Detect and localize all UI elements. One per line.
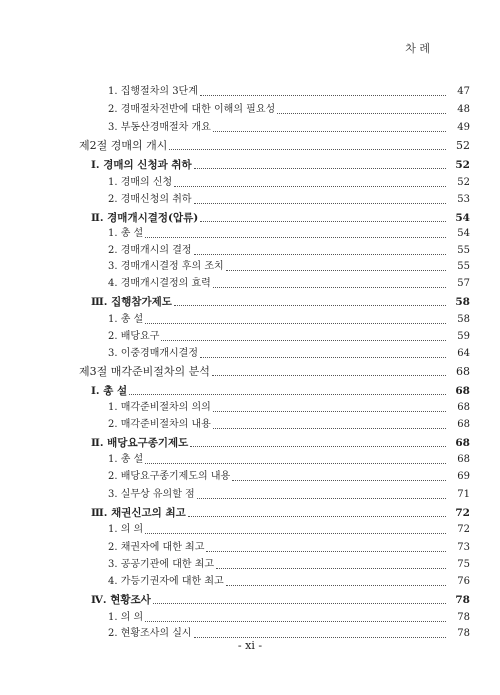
dot-leader (145, 620, 446, 622)
toc-section-entry (91, 592, 470, 608)
dot-leader (200, 94, 446, 96)
toc-chapter-entry (79, 138, 470, 154)
page-number: - xi - (237, 639, 263, 652)
dot-leader (145, 322, 446, 324)
toc-item-entry (108, 226, 470, 242)
dot-leader (129, 393, 446, 395)
toc-entry-label: 2. 매각준비절차의 내용 (108, 419, 211, 430)
toc-entry-page: 64 (457, 348, 470, 359)
toc-item-entry (108, 557, 470, 573)
toc-entry-label: 1. 의 의 (108, 524, 144, 535)
toc-entry-label: 1. 총 설 (108, 454, 144, 465)
dot-leader (190, 445, 446, 447)
toc-entry-label: 제3절 매각준비절차의 분석 (79, 365, 210, 378)
dot-leader (213, 286, 446, 288)
toc-entry-page: 54 (457, 228, 470, 239)
toc-entry-label: 제2절 경매의 개시 (79, 139, 168, 152)
toc-entry-label: 2. 현황조사의 실시 (108, 628, 192, 639)
toc-entry-label: 4. 경매개시결정의 효력 (108, 278, 211, 289)
toc-entry-page: 52 (456, 139, 470, 152)
toc-entry-label: 2. 채권자에 대한 최고 (108, 542, 205, 553)
toc-section-entry (91, 435, 470, 451)
toc-entry-label: 3. 공공기관에 대한 최고 (108, 559, 215, 570)
toc-item-entry (108, 610, 470, 626)
toc-entry-page: 58 (457, 314, 470, 325)
toc-entry-page: 55 (457, 261, 470, 272)
toc-item-entry (108, 276, 470, 292)
dot-leader (161, 339, 446, 341)
dot-leader (200, 356, 446, 358)
dot-leader (145, 236, 446, 238)
toc-item-entry (108, 312, 470, 328)
toc-entry-page: 69 (457, 471, 470, 482)
toc-entry-page: 68 (457, 402, 470, 413)
toc-item-entry (108, 329, 470, 345)
dot-leader (213, 130, 446, 132)
toc-entry-label: 2. 경매신청의 취하 (108, 194, 192, 205)
toc-entry-page: 78 (457, 628, 470, 639)
dot-leader (153, 602, 446, 604)
toc-entry-label: Ⅱ. 배당요구종기제도 (91, 437, 189, 449)
dot-leader (206, 550, 446, 552)
toc-item-entry (108, 243, 470, 259)
toc-entry-label: Ⅳ. 현황조사 (91, 594, 151, 606)
toc-entry-label: 2. 경매개시의 결정 (108, 245, 192, 256)
dot-leader (145, 532, 446, 534)
toc-item-entry (108, 400, 470, 416)
toc-entry-label: 3. 경매개시결정 후의 조치 (108, 261, 224, 272)
toc-section-entry (91, 383, 470, 399)
toc-entry-label: 4. 가등기권자에 대한 최고 (108, 576, 224, 587)
dot-leader (174, 304, 446, 306)
toc-item-entry (108, 452, 470, 468)
toc-item-entry (108, 574, 470, 590)
toc-entry-label: 3. 실무상 유의할 점 (108, 489, 195, 500)
toc-entry-label: 3. 부동산경매절차 개요 (108, 122, 211, 133)
toc-entry-label: Ⅲ. 집행참가제도 (91, 296, 172, 308)
toc-entry-page: 48 (457, 104, 470, 115)
dot-leader (213, 410, 446, 412)
toc-entry-page: 68 (455, 385, 470, 397)
toc-entry-page: 78 (455, 594, 470, 606)
toc-entry-page: 72 (455, 507, 470, 519)
toc-entry-label: 2. 경매절차전반에 대한 이해의 필요성 (108, 104, 276, 115)
toc-entry-label: 2. 배당요구 (108, 331, 160, 342)
toc-entry-page: 57 (457, 278, 470, 289)
toc-item-entry (108, 417, 470, 433)
toc-entry-page: 54 (455, 212, 470, 224)
dot-leader (194, 253, 446, 255)
toc-entry-page: 71 (457, 489, 470, 500)
dot-leader (194, 202, 446, 204)
toc-item-entry (108, 120, 470, 136)
dot-leader (194, 636, 446, 638)
running-header: 차 례 (405, 42, 430, 55)
dot-leader (194, 167, 446, 169)
toc-entry-label: 1. 총 설 (108, 228, 144, 239)
toc-item-entry (108, 346, 470, 362)
dot-leader (169, 148, 446, 150)
toc-entry-page: 52 (457, 177, 470, 188)
toc-entry-page: 55 (457, 245, 470, 256)
dot-leader (212, 374, 446, 376)
dot-leader (277, 112, 446, 114)
toc-section-entry (91, 294, 470, 310)
toc-entry-page: 75 (457, 559, 470, 570)
toc-entry-page: 68 (456, 365, 470, 378)
toc-item-entry (108, 259, 470, 275)
toc-item-entry (108, 84, 470, 100)
toc-item-entry (108, 192, 470, 208)
toc-entry-label: 3. 이중경매개시결정 (108, 348, 198, 359)
dot-leader (216, 567, 446, 569)
toc-section-entry (91, 157, 470, 173)
toc-entry-label: 1. 집행절차의 3단계 (108, 86, 198, 97)
toc-entry-page: 59 (457, 331, 470, 342)
dot-leader (232, 479, 446, 481)
toc-entry-page: 49 (457, 122, 470, 133)
dot-leader (226, 269, 446, 271)
toc-entry-page: 73 (457, 542, 470, 553)
toc-entry-page: 58 (455, 296, 470, 308)
toc-entry-label: 2. 배당요구종기제도의 내용 (108, 471, 231, 482)
toc-section-entry (91, 505, 470, 521)
toc-item-entry (108, 469, 470, 485)
toc-entry-label: Ⅰ. 총 설 (91, 385, 128, 397)
toc-entry-label: 1. 매각준비절차의 의의 (108, 402, 211, 413)
toc-chapter-entry (79, 364, 470, 380)
toc-entry-label: Ⅰ. 경매의 신청과 취하 (91, 159, 192, 171)
toc-entry-page: 52 (455, 159, 470, 171)
dot-leader (226, 584, 446, 586)
toc-entry-page: 78 (457, 612, 470, 623)
toc-entry-label: 1. 총 설 (108, 314, 144, 325)
toc-entry-page: 47 (457, 86, 470, 97)
dot-leader (174, 185, 446, 187)
toc-entry-label: Ⅱ. 경매개시결정(압류) (91, 212, 199, 224)
dot-leader (145, 462, 446, 464)
toc-item-entry (108, 522, 470, 538)
dot-leader (213, 427, 446, 429)
toc-entry-page: 68 (457, 419, 470, 430)
toc-item-entry (108, 102, 470, 118)
toc-item-entry (108, 487, 470, 503)
toc-entry-page: 53 (457, 194, 470, 205)
toc-entry-page: 76 (457, 576, 470, 587)
toc-entry-page: 68 (457, 454, 470, 465)
toc-item-entry (108, 175, 470, 191)
dot-leader (197, 497, 446, 499)
toc-entry-page: 68 (455, 437, 470, 449)
dot-leader (200, 220, 446, 222)
toc-entry-label: 1. 경매의 신청 (108, 177, 173, 188)
toc-entry-page: 72 (457, 524, 470, 535)
toc-entry-label: Ⅲ. 채권신고의 최고 (91, 507, 186, 519)
toc-item-entry (108, 540, 470, 556)
toc-section-entry (91, 210, 470, 226)
toc-entry-label: 1. 의 의 (108, 612, 144, 623)
dot-leader (188, 515, 446, 517)
